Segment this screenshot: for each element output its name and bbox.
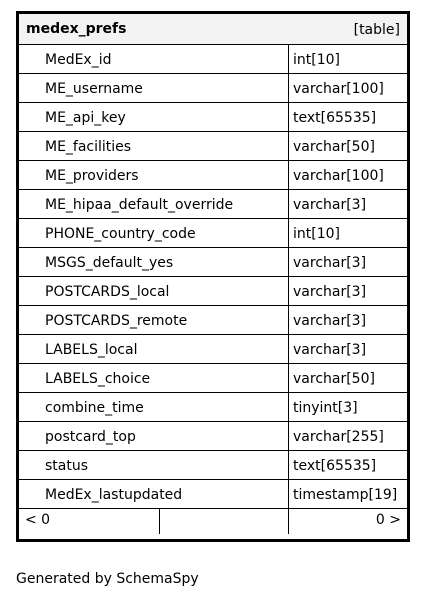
column-name: ME_username (19, 74, 289, 102)
column-name: ME_facilities (19, 132, 289, 160)
footer-spacer-cell (160, 509, 289, 534)
column-name: POSTCARDS_remote (19, 306, 289, 334)
table-row[interactable] (19, 132, 407, 161)
column-type: tinyint[3] (293, 400, 358, 416)
column-type: varchar[255] (293, 429, 384, 445)
relationship-counts-row (19, 509, 407, 534)
table-row[interactable] (19, 161, 407, 190)
column-type: varchar[3] (293, 284, 367, 300)
column-type: int[10] (293, 226, 340, 242)
table-row[interactable] (19, 74, 407, 103)
column-name: LABELS_choice (19, 364, 289, 392)
column-type: timestamp[19] (293, 487, 398, 503)
table-row[interactable] (19, 248, 407, 277)
column-type: int[10] (293, 52, 340, 68)
column-name: status (19, 451, 289, 479)
table-row[interactable] (19, 364, 407, 393)
table-name: medex_prefs (26, 21, 127, 37)
table-row[interactable] (19, 451, 407, 480)
table-header (19, 14, 407, 45)
column-name: ME_hipaa_default_override (19, 190, 289, 218)
parent-count: < 0 (19, 509, 160, 534)
column-type: varchar[3] (293, 342, 367, 358)
table-node-medex-prefs[interactable] (16, 11, 410, 542)
column-type: varchar[3] (293, 197, 367, 213)
column-type: varchar[100] (293, 168, 384, 184)
column-type: varchar[100] (293, 81, 384, 97)
column-name: PHONE_country_code (19, 219, 289, 247)
column-type: varchar[50] (293, 371, 375, 387)
column-type: text[65535] (293, 110, 377, 126)
column-name: postcard_top (19, 422, 289, 450)
table-row[interactable] (19, 335, 407, 364)
column-name: ME_api_key (19, 103, 289, 131)
table-kind-label: [table] (353, 22, 400, 38)
table-row[interactable] (19, 103, 407, 132)
column-type: text[65535] (293, 458, 377, 474)
table-row[interactable] (19, 190, 407, 219)
column-type: varchar[3] (293, 313, 367, 329)
table-row[interactable] (19, 45, 407, 74)
column-name: ME_providers (19, 161, 289, 189)
column-type: varchar[3] (293, 255, 367, 271)
table-row[interactable] (19, 422, 407, 451)
table-row[interactable] (19, 393, 407, 422)
column-name: LABELS_local (19, 335, 289, 363)
column-name: POSTCARDS_local (19, 277, 289, 305)
generated-by-note: Generated by SchemaSpy (16, 571, 199, 587)
child-count: 0 > (375, 512, 401, 528)
column-type: varchar[50] (293, 139, 375, 155)
column-name: MedEx_id (19, 45, 289, 73)
table-row[interactable] (19, 219, 407, 248)
column-name: MedEx_lastupdated (19, 480, 289, 508)
table-row[interactable] (19, 480, 407, 509)
table-row[interactable] (19, 277, 407, 306)
table-row[interactable] (19, 306, 407, 335)
column-name: combine_time (19, 393, 289, 421)
column-name: MSGS_default_yes (19, 248, 289, 276)
